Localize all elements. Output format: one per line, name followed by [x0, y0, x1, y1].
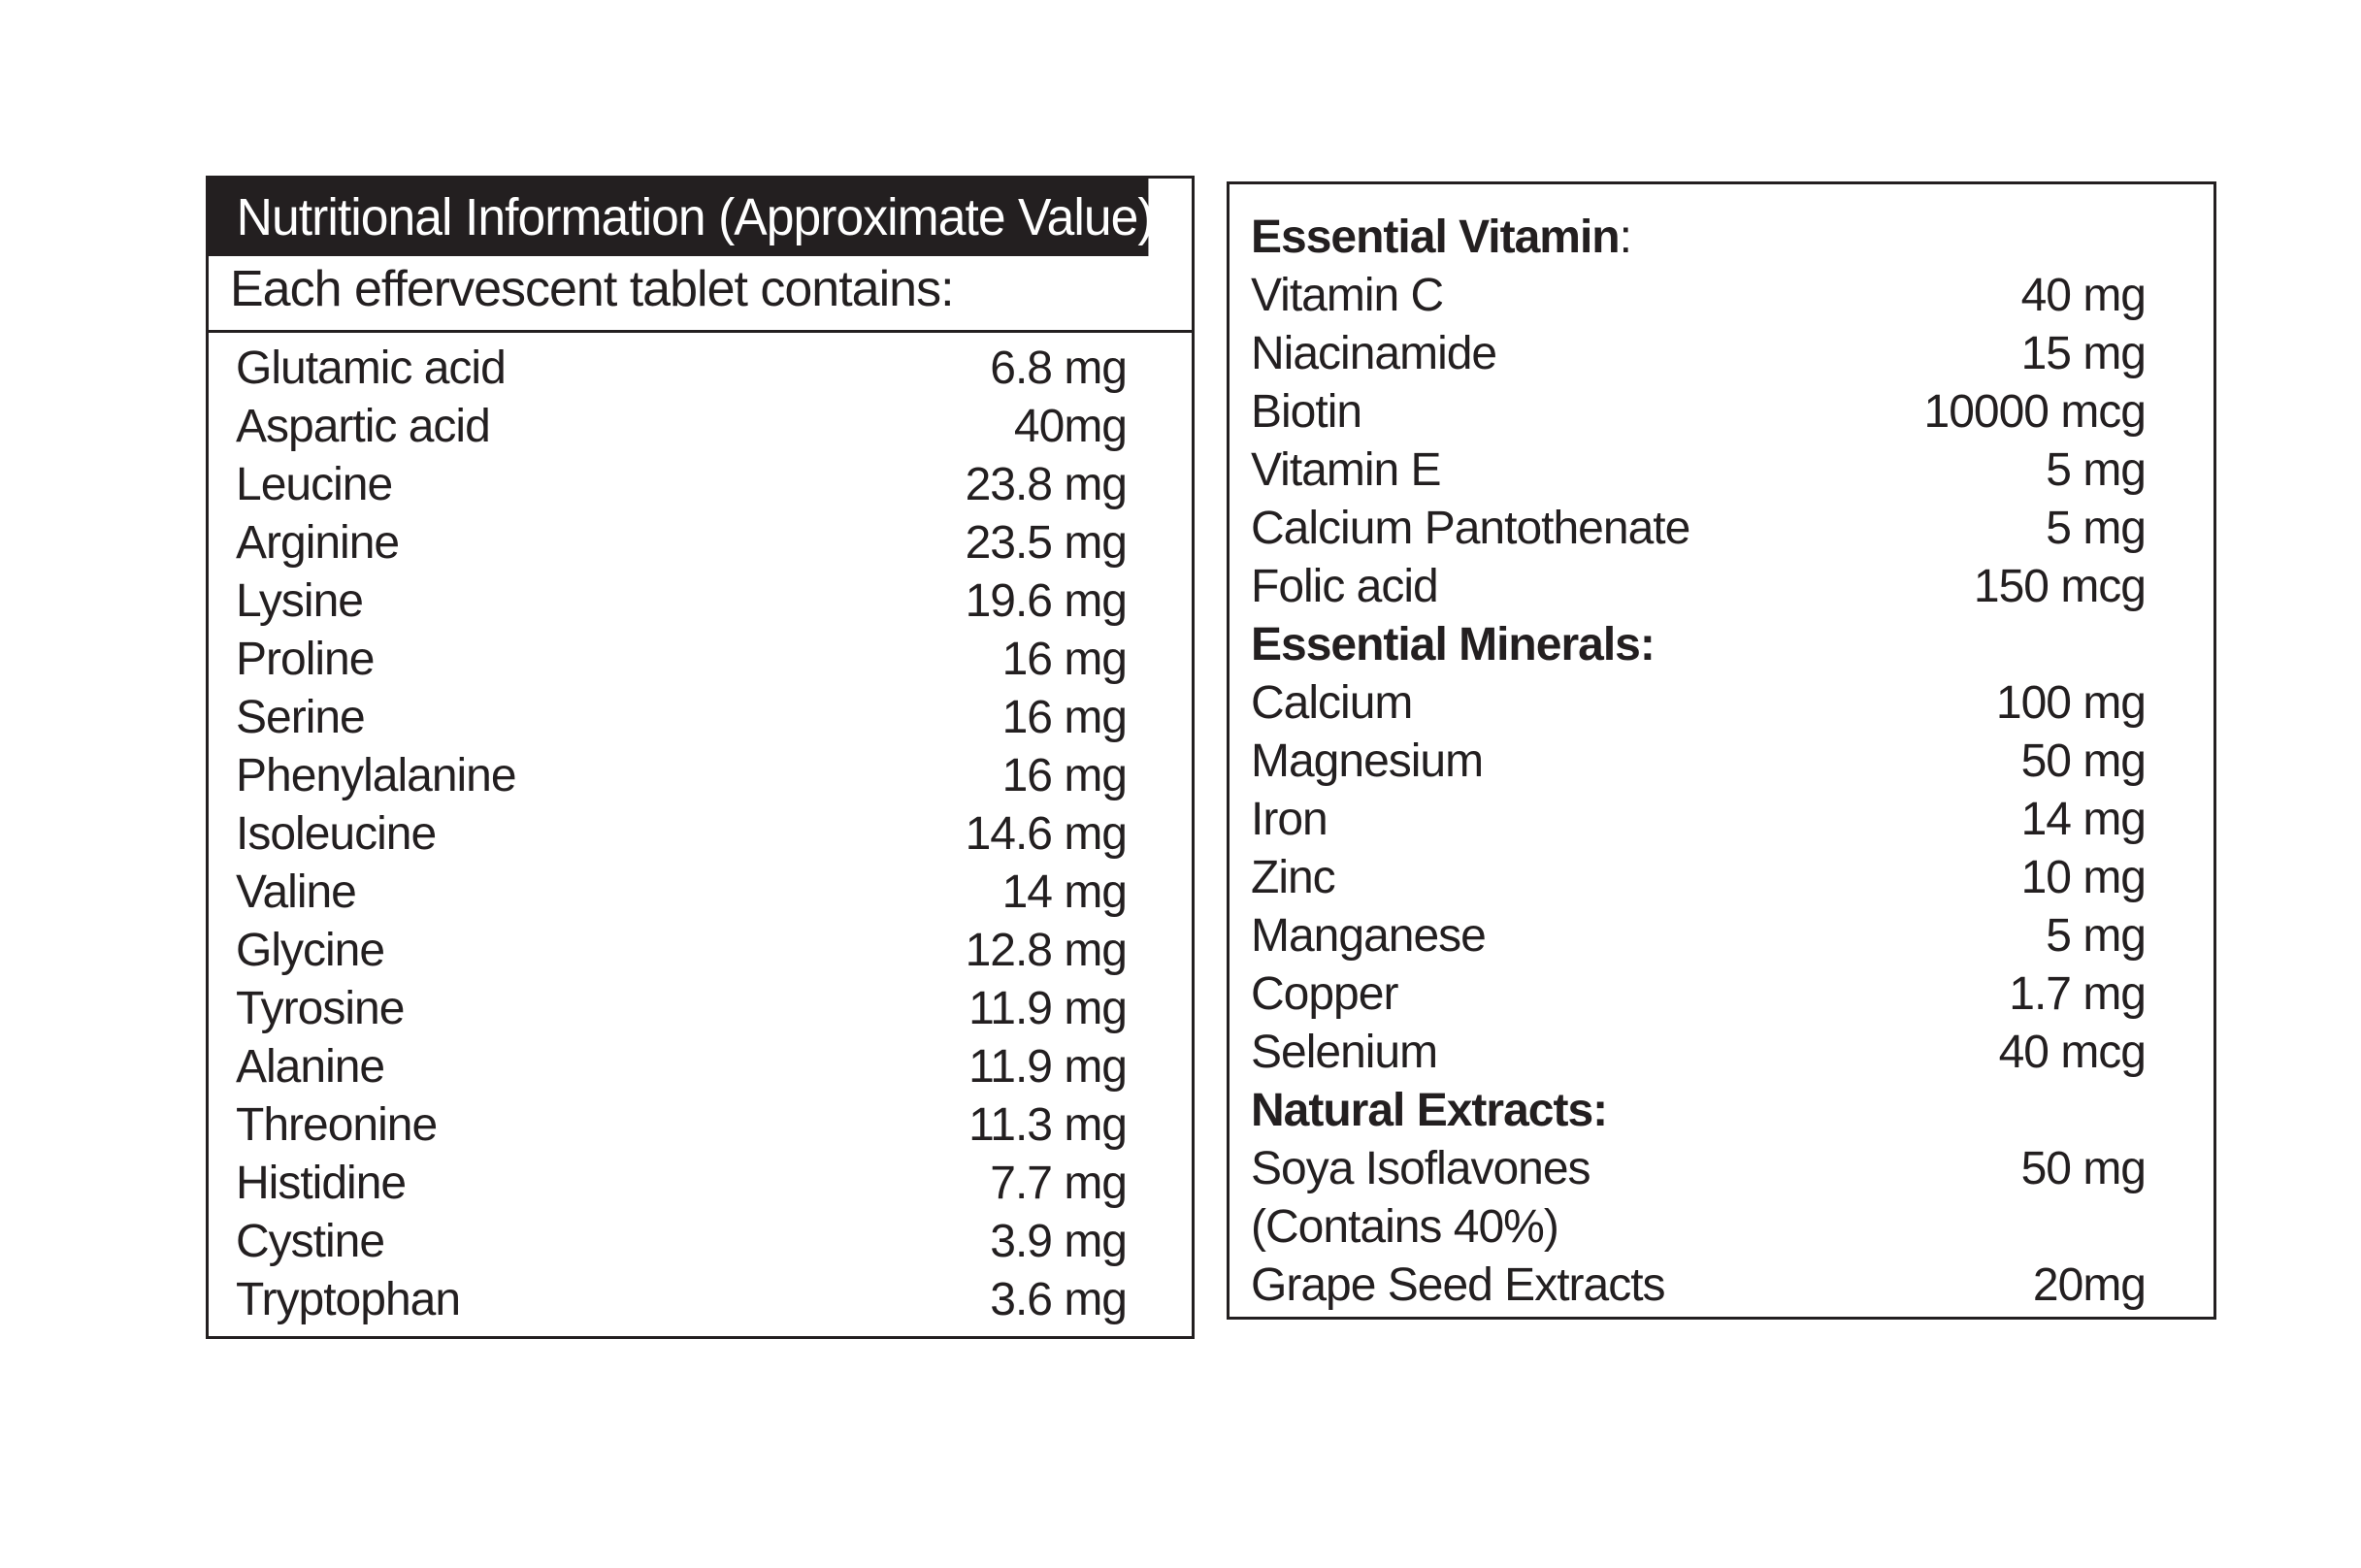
nutrient-name: Glycine	[236, 925, 385, 976]
nutrient-value: 16 mg	[1001, 634, 1127, 685]
nutrient-name: Niacinamide	[1251, 328, 1497, 379]
nutrient-value: 23.8 mg	[965, 459, 1127, 510]
nutrient-note-row	[1251, 1198, 2146, 1257]
nutrient-name: Histidine	[236, 1158, 407, 1209]
nutrient-row	[1251, 965, 2146, 1024]
nutrient-name: Isoleucine	[236, 808, 437, 860]
essential-minerals-heading	[1251, 616, 2146, 674]
nutrient-value: 3.9 mg	[990, 1216, 1127, 1267]
section-heading-text: Essential Minerals:	[1251, 619, 1655, 670]
nutrient-name: Arginine	[236, 517, 400, 569]
amino-acid-list	[209, 340, 1192, 1329]
nutrient-row	[1251, 1257, 2146, 1315]
nutrient-value: 16 mg	[1001, 750, 1127, 801]
nutrient-row	[1251, 674, 2146, 733]
nutrient-value: 100 mg	[1995, 677, 2146, 729]
nutrient-name: Serine	[236, 692, 365, 743]
nutrient-name: Copper	[1251, 968, 1398, 1020]
nutrient-name: Soya Isoflavones	[1251, 1143, 1590, 1194]
nutrient-value: 10000 mcg	[1923, 386, 2146, 438]
nutrient-value: 14 mg	[1001, 866, 1127, 918]
nutrient-row	[1251, 267, 2146, 325]
nutrient-row	[236, 572, 1127, 631]
nutrient-name: Selenium	[1251, 1027, 1438, 1078]
nutrient-name: Tryptophan	[236, 1274, 461, 1325]
nutrient-row	[236, 340, 1127, 398]
nutrient-row	[236, 1038, 1127, 1096]
nutrient-name: Zinc	[1251, 852, 1335, 903]
nutrient-row	[1251, 558, 2146, 616]
nutrient-row	[1251, 383, 2146, 441]
nutrient-name: Iron	[1251, 794, 1328, 845]
nutrient-name: Biotin	[1251, 386, 1362, 438]
nutrient-row	[1251, 849, 2146, 907]
nutrient-name: Vitamin E	[1251, 444, 1441, 496]
nutrient-name: Valine	[236, 866, 356, 918]
nutrient-value: 11.9 mg	[968, 983, 1127, 1034]
nutrient-value: 7.7 mg	[990, 1158, 1127, 1209]
nutrient-value: 23.5 mg	[965, 517, 1127, 569]
nutrient-name: Alanine	[236, 1041, 385, 1093]
nutrient-name: Calcium	[1251, 677, 1413, 729]
nutrient-name: Vitamin C	[1251, 270, 1444, 321]
nutrient-name: Tyrosine	[236, 983, 405, 1034]
section-heading-text: Natural Extracts:	[1251, 1085, 1608, 1136]
nutrient-name: Glutamic acid	[236, 343, 506, 394]
nutrient-value: 5 mg	[2046, 910, 2146, 962]
vitamins-minerals-panel	[1227, 181, 2216, 1320]
nutrient-row	[236, 980, 1127, 1038]
nutrient-value: 1.7 mg	[2009, 968, 2146, 1020]
nutrient-row	[236, 1213, 1127, 1271]
nutrient-value: 20mg	[2032, 1259, 2146, 1311]
nutrient-row	[1251, 325, 2146, 383]
amino-acid-panel	[206, 176, 1195, 1339]
nutrient-value: 11.9 mg	[968, 1041, 1127, 1093]
nutrient-row	[1251, 1140, 2146, 1198]
nutrient-value: 12.8 mg	[965, 925, 1127, 976]
nutrient-name: Leucine	[236, 459, 393, 510]
nutrient-value: 5 mg	[2046, 503, 2146, 554]
nutrient-value: 16 mg	[1001, 692, 1127, 743]
nutrient-row	[236, 1271, 1127, 1329]
section-heading-text: Essential Vitamin	[1251, 212, 1620, 263]
nutrient-row	[1251, 1024, 2146, 1082]
nutrient-value: 150 mcg	[1973, 561, 2146, 612]
nutrient-value: 14 mg	[2020, 794, 2146, 845]
nutrient-name: Grape Seed Extracts	[1251, 1259, 1665, 1311]
nutrient-row	[236, 922, 1127, 980]
nutrient-row	[1251, 500, 2146, 558]
nutrient-note: (Contains 40%)	[1251, 1201, 1558, 1253]
nutrient-name: Manganese	[1251, 910, 1486, 962]
nutrient-value: 50 mg	[2020, 735, 2146, 787]
vitamins-minerals-list	[1230, 209, 2213, 1315]
nutrient-value: 40 mg	[2020, 270, 2146, 321]
nutrient-row	[1251, 441, 2146, 500]
nutrient-value: 40 mcg	[1998, 1027, 2146, 1078]
nutrient-name: Phenylalanine	[236, 750, 516, 801]
nutrient-name: Calcium Pantothenate	[1251, 503, 1690, 554]
nutrient-row	[1251, 791, 2146, 849]
nutrient-value: 10 mg	[2020, 852, 2146, 903]
nutrient-row	[236, 456, 1127, 514]
nutrient-value: 15 mg	[2020, 328, 2146, 379]
nutrient-name: Cystine	[236, 1216, 385, 1267]
nutrient-row	[236, 398, 1127, 456]
essential-vitamin-heading	[1251, 209, 2146, 267]
nutrient-row	[236, 1155, 1127, 1213]
nutrient-row	[236, 514, 1127, 572]
nutrient-name: Magnesium	[1251, 735, 1484, 787]
nutrient-row	[236, 689, 1127, 747]
nutrient-value: 14.6 mg	[965, 808, 1127, 860]
nutrient-value: 50 mg	[2020, 1143, 2146, 1194]
nutrient-row	[1251, 733, 2146, 791]
nutrient-name: Folic acid	[1251, 561, 1438, 612]
nutrient-value: 19.6 mg	[965, 575, 1127, 627]
natural-extracts-heading	[1251, 1082, 2146, 1140]
nutrient-row	[236, 631, 1127, 689]
nutrient-name: Threonine	[236, 1099, 438, 1151]
nutrient-value: 11.3 mg	[968, 1099, 1127, 1151]
nutrient-value: 3.6 mg	[990, 1274, 1127, 1325]
nutrient-row	[1251, 907, 2146, 965]
nutrient-row	[236, 805, 1127, 864]
nutrient-name: Proline	[236, 634, 375, 685]
nutrient-value: 40mg	[1013, 401, 1127, 452]
panel-title: Nutritional Information (Approximate Value)	[209, 179, 1148, 256]
nutrient-row	[236, 747, 1127, 805]
nutrient-value: 5 mg	[2046, 444, 2146, 496]
nutrient-value: 6.8 mg	[990, 343, 1127, 394]
nutrient-name: Lysine	[236, 575, 363, 627]
nutrient-row	[236, 1096, 1127, 1155]
panel-subtitle: Each effervescent tablet contains:	[209, 256, 1192, 333]
nutrient-name: Aspartic acid	[236, 401, 490, 452]
nutrient-row	[236, 864, 1127, 922]
section-heading-colon: :	[1619, 212, 1631, 263]
